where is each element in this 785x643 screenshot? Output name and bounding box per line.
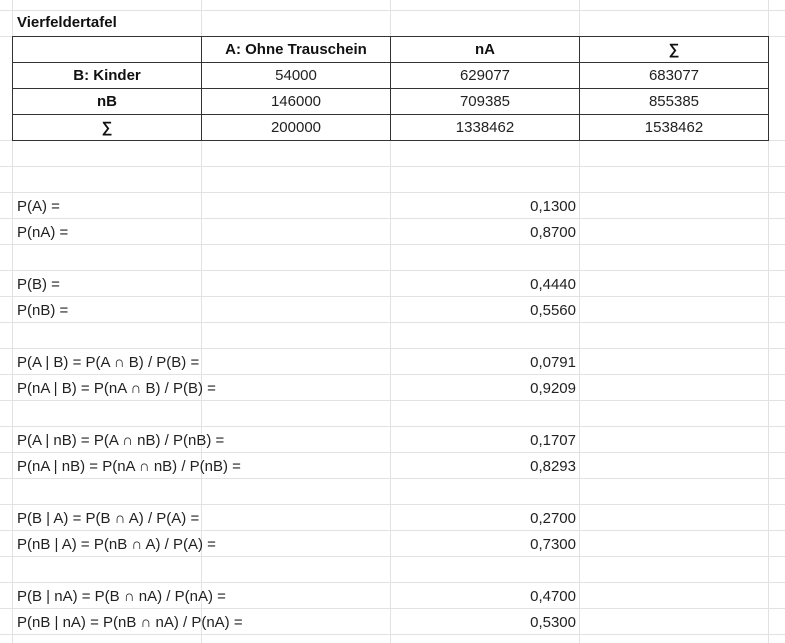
column-header-sum[interactable]: ∑ xyxy=(580,37,769,63)
table-cell[interactable]: 1538462 xyxy=(580,115,769,141)
row-header-nb[interactable]: nB xyxy=(13,89,202,115)
result-label[interactable]: P(A | nB) = P(A ∩ nB) / P(nB) = xyxy=(17,432,225,449)
table-cell[interactable] xyxy=(13,37,202,63)
result-value[interactable]: 0,0791 xyxy=(530,354,576,371)
result-label[interactable]: P(B) = xyxy=(17,276,60,293)
result-value[interactable]: 0,8293 xyxy=(530,458,576,475)
result-row-p-a xyxy=(0,193,785,219)
result-value[interactable]: 0,4440 xyxy=(530,276,576,293)
table-cell[interactable]: 146000 xyxy=(202,89,391,115)
sheet-title[interactable]: Vierfeldertafel xyxy=(17,14,117,31)
table-row xyxy=(13,89,769,115)
grid-row-line xyxy=(0,166,785,167)
result-label[interactable]: P(nA | nB) = P(nA ∩ nB) / P(nB) = xyxy=(17,458,241,475)
column-header-a[interactable]: A: Ohne Trauschein xyxy=(202,37,391,63)
table-cell[interactable]: 709385 xyxy=(391,89,580,115)
result-row-p-na-given-nb xyxy=(0,453,785,479)
table-cell[interactable]: 1338462 xyxy=(391,115,580,141)
result-row-p-a-given-b xyxy=(0,349,785,375)
table-cell[interactable]: 683077 xyxy=(580,63,769,89)
result-value[interactable]: 0,7300 xyxy=(530,536,576,553)
result-row-p-b-given-na xyxy=(0,583,785,609)
result-value[interactable]: 0,8700 xyxy=(530,224,576,241)
grid-row-line xyxy=(0,10,785,11)
table-header-row xyxy=(13,37,769,63)
table-cell[interactable]: 629077 xyxy=(391,63,580,89)
result-label[interactable]: P(nA) = xyxy=(17,224,69,241)
result-row-p-na-given-b xyxy=(0,375,785,401)
result-value[interactable]: 0,1300 xyxy=(530,198,576,215)
result-value[interactable]: 0,9209 xyxy=(530,380,576,397)
result-row-p-na xyxy=(0,219,785,245)
column-header-na[interactable]: nA xyxy=(391,37,580,63)
result-label[interactable]: P(nA | B) = P(nA ∩ B) / P(B) = xyxy=(17,380,216,397)
result-row-p-b xyxy=(0,271,785,297)
result-row-p-nb xyxy=(0,297,785,323)
table-row xyxy=(13,63,769,89)
result-label[interactable]: P(nB) = xyxy=(17,302,69,319)
result-label[interactable]: P(A | B) = P(A ∩ B) / P(B) = xyxy=(17,354,200,371)
result-row-p-a-given-nb xyxy=(0,427,785,453)
result-label[interactable]: P(B | nA) = P(B ∩ nA) / P(nA) = xyxy=(17,588,226,605)
result-label[interactable]: P(A) = xyxy=(17,198,60,215)
result-row-p-b-given-a xyxy=(0,505,785,531)
row-header-sum[interactable]: ∑ xyxy=(13,115,202,141)
result-value[interactable]: 0,5560 xyxy=(530,302,576,319)
table-cell[interactable]: 855385 xyxy=(580,89,769,115)
result-label[interactable]: P(nB | A) = P(nB ∩ A) / P(A) = xyxy=(17,536,216,553)
result-value[interactable]: 0,1707 xyxy=(530,432,576,449)
table-cell[interactable]: 54000 xyxy=(202,63,391,89)
result-row-p-nb-given-a xyxy=(0,531,785,557)
table-cell[interactable]: 200000 xyxy=(202,115,391,141)
result-label[interactable]: P(B | A) = P(B ∩ A) / P(A) = xyxy=(17,510,200,527)
row-header-b[interactable]: B: Kinder xyxy=(13,63,202,89)
result-label[interactable]: P(nB | nA) = P(nB ∩ nA) / P(nA) = xyxy=(17,614,243,631)
result-value[interactable]: 0,2700 xyxy=(530,510,576,527)
result-value[interactable]: 0,4700 xyxy=(530,588,576,605)
table-row xyxy=(13,115,769,141)
result-row-p-nb-given-na xyxy=(0,609,785,635)
contingency-table xyxy=(12,36,769,141)
result-value[interactable]: 0,5300 xyxy=(530,614,576,631)
